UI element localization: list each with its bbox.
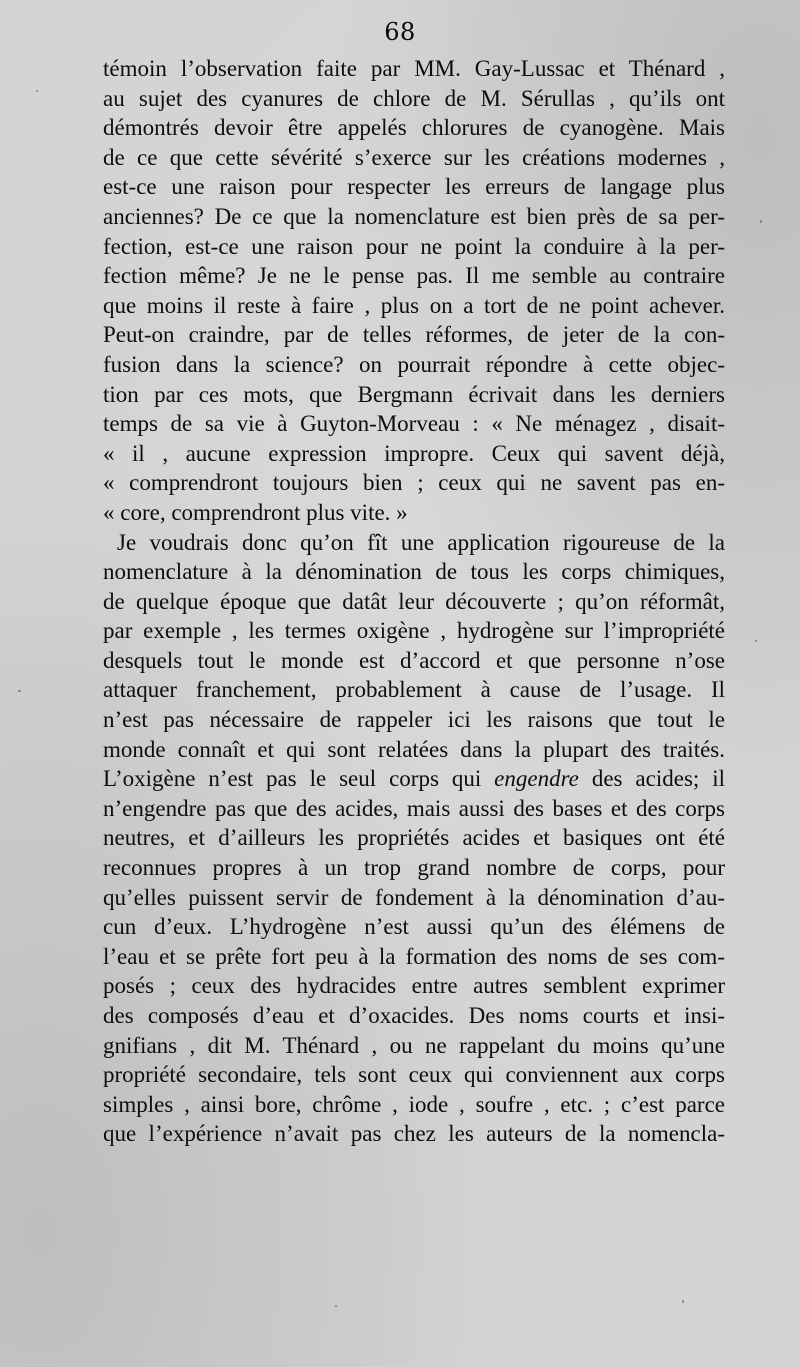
paper-speck bbox=[755, 640, 757, 642]
text-line: simples , ainsi bore, chrôme , iode , soufre , etc. ; c’est parce bbox=[103, 1091, 725, 1117]
text-line: fusion dans la science? on pourrait répondre à cette objec- bbox=[103, 351, 725, 377]
text-line: temps de sa vie à Guyton-Morveau : « Ne ménagez , disait- bbox=[103, 411, 725, 437]
paper-speck bbox=[18, 690, 21, 692]
text-line: n’est pas nécessaire de rappeler ici les raisons que tout le bbox=[103, 707, 725, 733]
paper-speck bbox=[36, 90, 38, 92]
text-line: que moins il reste à faire , plus on a tort de ne point achever. bbox=[103, 292, 725, 318]
text-line: monde connaît et qui sont relatées dans la plupart des traités. bbox=[103, 736, 725, 762]
text-line: que l’expérience n’avait pas chez les auteurs de la nomencla- bbox=[103, 1121, 725, 1147]
text-line: démontrés devoir être appelés chlorures de cyanogène. Mais bbox=[103, 115, 725, 141]
text-line: nomenclature à la dénomination de tous les corps chimiques, bbox=[103, 559, 725, 585]
page-number: 68 bbox=[384, 18, 416, 46]
text-line: de quelque époque que datât leur découverte ; qu’on réformât, bbox=[103, 588, 725, 614]
emphasis-word: engendre bbox=[494, 766, 579, 792]
text-line: Peut-on craindre, par de telles réformes, de jeter de la con- bbox=[103, 322, 725, 348]
text-line: anciennes? De ce que la nomenclature est bien près de sa per- bbox=[103, 203, 725, 229]
text-line: n’engendre pas que des acides, mais aussi des bases et des corps bbox=[103, 795, 725, 821]
text-line: est-ce une raison pour respecter les erreurs de langage plus bbox=[103, 174, 725, 200]
text-line: témoin l’observation faite par MM. Gay-Lussac et Thénard , bbox=[103, 56, 725, 81]
body-text bbox=[103, 54, 725, 1149]
text-line: tion par ces mots, que Bergmann écrivait dans les derniers bbox=[103, 381, 725, 407]
text-line: cun d’eux. L’hydrogène n’est aussi qu’un des élémens de bbox=[103, 914, 725, 940]
text-segment: L’oxigène n’est pas le seul corps qui bbox=[103, 766, 482, 792]
paper-speck bbox=[335, 1305, 337, 1307]
text-line: « il , aucune expression impropre. Ceux qui savent déjà, bbox=[103, 440, 725, 466]
text-line: Je voudrais donc qu’on fît une application rigoureuse de la bbox=[117, 529, 725, 555]
text-line: desquels tout le monde est d’accord et que personne n’ose bbox=[103, 647, 725, 673]
text-line: posés ; ceux des hydracides entre autres semblent exprimer bbox=[103, 973, 725, 999]
text-line: par exemple , les termes oxigène , hydrogène sur l’impropriété bbox=[103, 618, 725, 644]
text-line: au sujet des cyanures de chlore de M. Sérullas , qu’ils ont bbox=[103, 85, 725, 111]
text-line: propriété secondaire, tels sont ceux qui conviennent aux corps bbox=[103, 1062, 725, 1088]
text-line: qu’elles puissent servir de fondement à la dénomination d’au- bbox=[103, 884, 725, 910]
text-line-with-emphasis bbox=[103, 764, 725, 794]
text-line: « core, comprendront plus vite. » bbox=[103, 499, 408, 525]
text-line: l’eau et se prête fort peu à la formation des noms de ses com- bbox=[103, 943, 725, 969]
text-segment: des acides; il bbox=[591, 766, 726, 792]
text-line: neutres, et d’ailleurs les propriétés acides et basiques ont été bbox=[103, 825, 725, 851]
text-line: de ce que cette sévérité s’exerce sur les créations modernes , bbox=[103, 144, 725, 170]
text-line: fection, est-ce une raison pour ne point la conduire à la per- bbox=[103, 233, 725, 259]
paper-speck bbox=[682, 1300, 684, 1303]
text-line: gnifians , dit M. Thénard , ou ne rappelant du moins qu’une bbox=[103, 1032, 725, 1058]
paper-speck bbox=[760, 220, 762, 223]
text-line: « comprendront toujours bien ; ceux qui ne savent pas en- bbox=[103, 470, 725, 496]
text-line: des composés d’eau et d’oxacides. Des noms courts et insi- bbox=[103, 1003, 725, 1028]
text-line: fection même? Je ne le pense pas. Il me semble au contraire bbox=[103, 263, 725, 289]
text-line: reconnues propres à un trop grand nombre de corps, pour bbox=[103, 855, 725, 881]
text-line: attaquer franchement, probablement à cause de l’usage. Il bbox=[103, 677, 725, 703]
